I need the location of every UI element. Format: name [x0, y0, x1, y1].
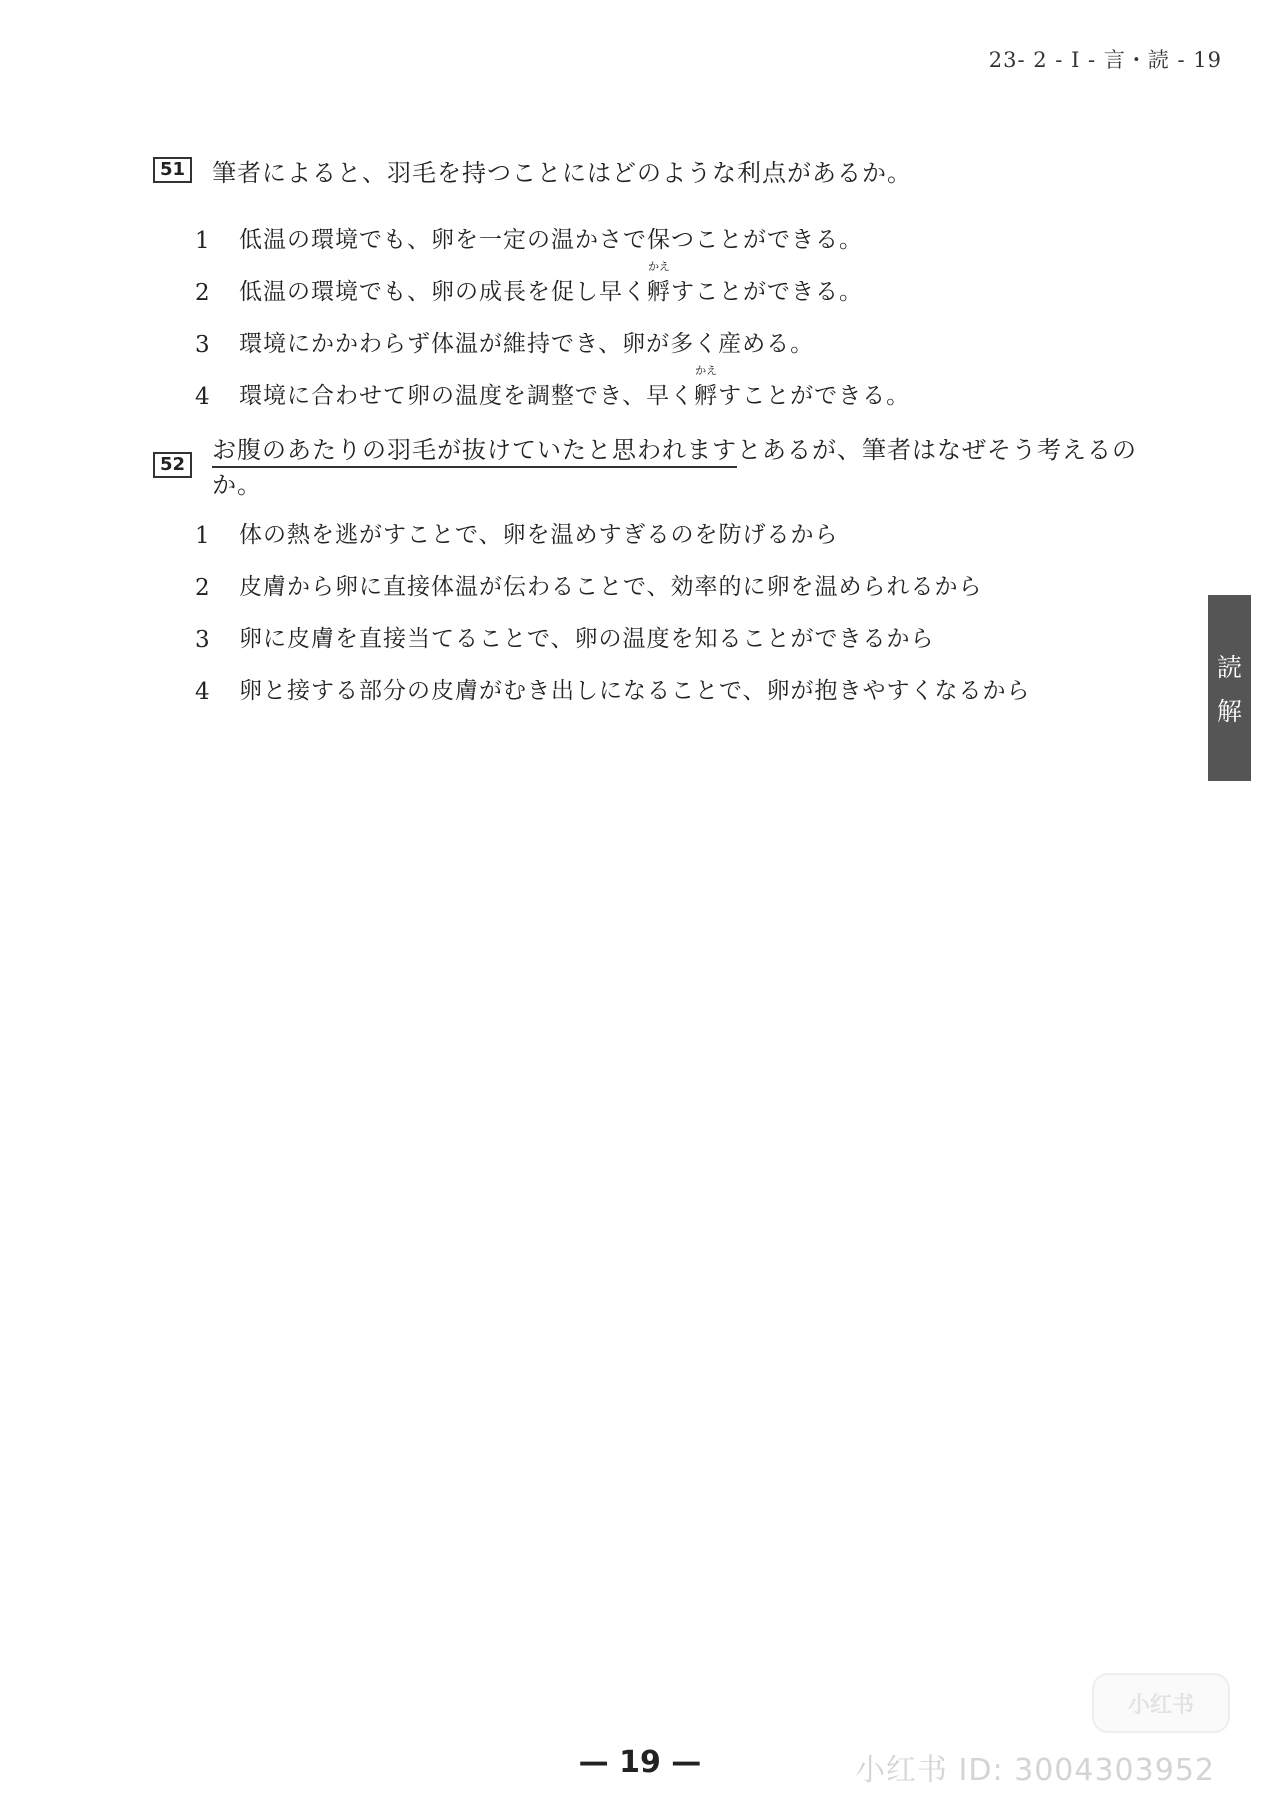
question-51: [153, 150, 1153, 410]
option-number: 3: [195, 627, 211, 653]
ruby-reading: かえ: [695, 364, 718, 377]
option-text: 体の熱を逃がすことで、卵を温めすぎるのを防げるから: [239, 522, 839, 548]
option-number: 3: [195, 332, 211, 358]
option-1[interactable]: [153, 202, 1153, 254]
watermark-logo: 小红书: [1092, 1673, 1230, 1733]
question-text: [212, 430, 1153, 500]
option-text-post: すことができる。: [718, 383, 911, 409]
option-text: 卵に皮膚を直接当てることで、卵の温度を知ることができるから: [239, 626, 935, 652]
option-number: 2: [195, 280, 211, 306]
option-text-pre: 環境に合わせて卵の温度を調整でき、早く: [239, 383, 695, 409]
option-text: 卵と接する部分の皮膚がむき出しになることで、卵が抱きやすくなるから: [239, 678, 1031, 704]
option-text: 低温の環境でも、卵を一定の温かさで保つことができる。: [239, 227, 863, 253]
option-text: 皮膚から卵に直接体温が伝わることで、効率的に卵を温められるから: [239, 574, 983, 600]
question-52: [153, 436, 1153, 705]
option-1[interactable]: [153, 497, 1153, 549]
option-text: [239, 260, 863, 306]
option-4[interactable]: [153, 653, 1153, 705]
option-text: [239, 364, 911, 410]
page-number: — 19 —: [578, 1745, 702, 1780]
underlined-quote: お腹のあたりの羽毛が抜けていたと思われます: [212, 436, 737, 468]
question-header: [153, 436, 1153, 499]
question-text-rest: とあるが、筆者はなぜそう考えるのか。: [212, 436, 1138, 499]
option-list: [153, 497, 1153, 705]
question-number: 52: [153, 452, 192, 478]
ruby-word: [694, 364, 719, 410]
ruby-word: [647, 260, 671, 306]
ruby-kanji: 孵: [694, 383, 719, 409]
side-tab-char: 解: [1216, 697, 1242, 726]
side-tab-char: 読: [1216, 653, 1242, 682]
option-number: 4: [195, 384, 211, 410]
question-number: 51: [153, 157, 192, 183]
watermark-text: 小红书 ID: 3004303952: [855, 1753, 1215, 1788]
option-4[interactable]: [153, 358, 1153, 410]
ruby-kanji: 孵: [647, 279, 671, 305]
option-3[interactable]: [153, 306, 1153, 358]
option-2[interactable]: [153, 549, 1153, 601]
section-side-tab: [1208, 595, 1251, 781]
option-list: [153, 202, 1153, 410]
option-number: 4: [195, 679, 211, 705]
option-text-post: すことができる。: [671, 279, 863, 305]
option-text-pre: 低温の環境でも、卵の成長を促し早く: [239, 279, 647, 305]
option-text: 環境にかかわらず体温が維持でき、卵が多く産める。: [239, 331, 815, 357]
option-3[interactable]: [153, 601, 1153, 653]
question-text: 筆者によると、羽毛を持つことにはどのような利点があるか。: [212, 158, 913, 187]
question-header: [153, 150, 1153, 190]
option-number: 1: [195, 228, 211, 254]
option-number: 2: [195, 575, 211, 601]
ruby-reading: かえ: [648, 260, 670, 273]
option-2[interactable]: [153, 254, 1153, 306]
page-code: 23- 2 - I - 言・読 - 19: [988, 48, 1222, 72]
option-number: 1: [195, 523, 211, 549]
